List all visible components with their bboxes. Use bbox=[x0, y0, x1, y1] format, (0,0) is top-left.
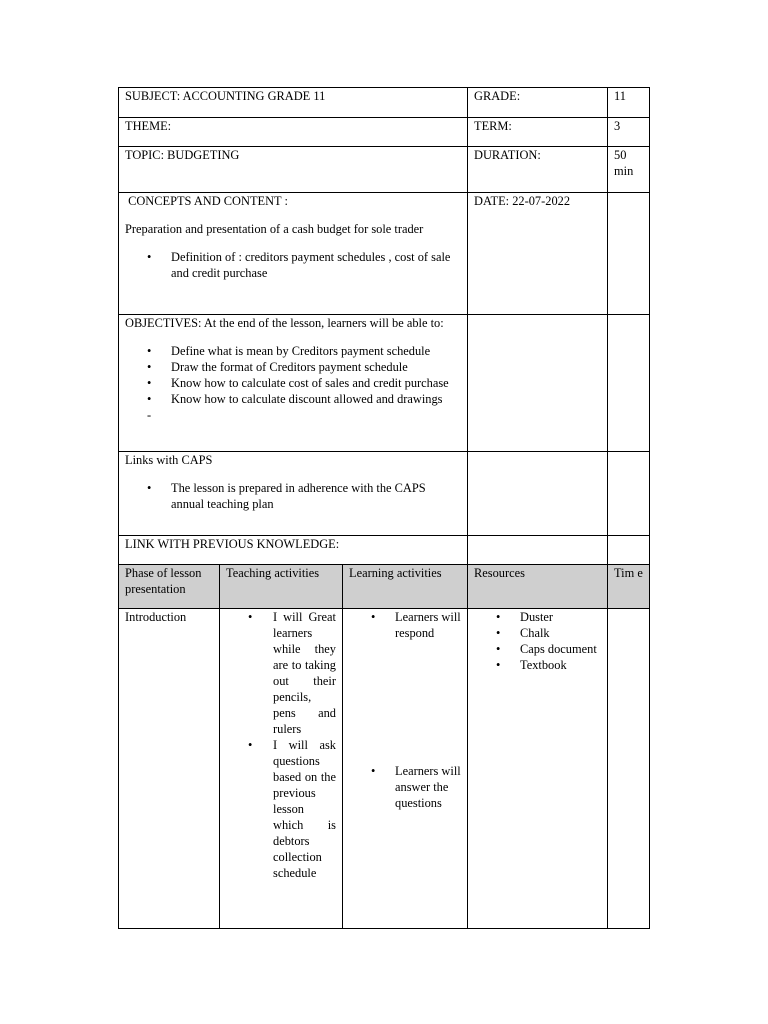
concepts-heading: CONCEPTS AND CONTENT : bbox=[125, 194, 288, 208]
empty-cell bbox=[608, 452, 650, 536]
empty-cell bbox=[468, 536, 608, 565]
list-item: • Duster bbox=[474, 609, 601, 625]
column-header-resources: Resources bbox=[468, 565, 608, 609]
column-header-phase: Phase of lesson presentation bbox=[119, 565, 220, 609]
caps-list bbox=[125, 480, 461, 512]
column-header-row bbox=[119, 565, 650, 609]
subject-row bbox=[119, 88, 650, 118]
phase-cell: Introduction bbox=[119, 609, 220, 929]
previous-knowledge-cell: LINK WITH PREVIOUS KNOWLEDGE: bbox=[119, 536, 468, 565]
objectives-heading: OBJECTIVES: At the end of the lesson, learners will be able to: bbox=[125, 316, 444, 330]
resources-list bbox=[474, 609, 601, 673]
learning-list bbox=[349, 609, 461, 811]
teaching-cell bbox=[220, 609, 343, 929]
lesson-plan-table bbox=[118, 87, 650, 929]
empty-cell bbox=[608, 315, 650, 452]
concepts-row bbox=[119, 193, 650, 315]
list-item: • Know how to calculate discount allowed and drawings bbox=[125, 391, 461, 407]
topic-row bbox=[119, 147, 650, 193]
previous-knowledge-row bbox=[119, 536, 650, 565]
term-value: 3 bbox=[608, 118, 650, 147]
theme-row bbox=[119, 118, 650, 147]
learning-cell bbox=[343, 609, 468, 929]
column-header-learning: Learning activities bbox=[343, 565, 468, 609]
duration-label: DURATION: bbox=[468, 147, 608, 193]
duration-value: 50 min bbox=[608, 147, 650, 193]
subject-cell: SUBJECT: ACCOUNTING GRADE 11 bbox=[119, 88, 468, 118]
list-item: • Define what is mean by Creditors payment schedule bbox=[125, 343, 461, 359]
list-item: • I will ask questions based on the previous lesson which is debtors collection schedule bbox=[226, 737, 336, 881]
empty-cell bbox=[468, 452, 608, 536]
grade-label: GRADE: bbox=[468, 88, 608, 118]
grade-value: 11 bbox=[608, 88, 650, 118]
caps-heading: Links with CAPS bbox=[125, 453, 213, 467]
teaching-list bbox=[226, 609, 336, 881]
list-item: • Learners will respond bbox=[349, 609, 461, 641]
concepts-cell bbox=[119, 193, 468, 315]
topic-cell: TOPIC: BUDGETING bbox=[119, 147, 468, 193]
theme-cell: THEME: bbox=[119, 118, 468, 147]
empty-cell bbox=[608, 536, 650, 565]
introduction-row bbox=[119, 609, 650, 929]
column-header-teaching: Teaching activities bbox=[220, 565, 343, 609]
resources-cell bbox=[468, 609, 608, 929]
empty-cell bbox=[608, 193, 650, 315]
list-item: • I will Great learners while they are to taking out their pencils, pens and rulers bbox=[226, 609, 336, 737]
objectives-list bbox=[125, 343, 461, 407]
list-item: • Draw the format of Creditors payment schedule bbox=[125, 359, 461, 375]
list-item: • Caps document bbox=[474, 641, 601, 657]
objectives-cell bbox=[119, 315, 468, 452]
column-header-time: Tim e bbox=[608, 565, 650, 609]
date-cell: DATE: 22-07-2022 bbox=[468, 193, 608, 315]
time-cell bbox=[608, 609, 650, 929]
list-item: • Learners will answer the questions bbox=[349, 763, 461, 811]
term-label: TERM: bbox=[468, 118, 608, 147]
list-item: • Textbook bbox=[474, 657, 601, 673]
objectives-row bbox=[119, 315, 650, 452]
list-item: • Definition of : creditors payment schedules , cost of sale and credit purchase bbox=[125, 249, 461, 281]
caps-row bbox=[119, 452, 650, 536]
list-item: • The lesson is prepared in adherence with the CAPS annual teaching plan bbox=[125, 480, 461, 512]
caps-cell bbox=[119, 452, 468, 536]
list-item: • Know how to calculate cost of sales and credit purchase bbox=[125, 375, 461, 391]
empty-cell bbox=[468, 315, 608, 452]
list-item: • Chalk bbox=[474, 625, 601, 641]
concepts-intro: Preparation and presentation of a cash budget for sole trader bbox=[125, 222, 424, 236]
objectives-dash: - bbox=[147, 408, 152, 422]
concepts-list bbox=[125, 249, 461, 281]
